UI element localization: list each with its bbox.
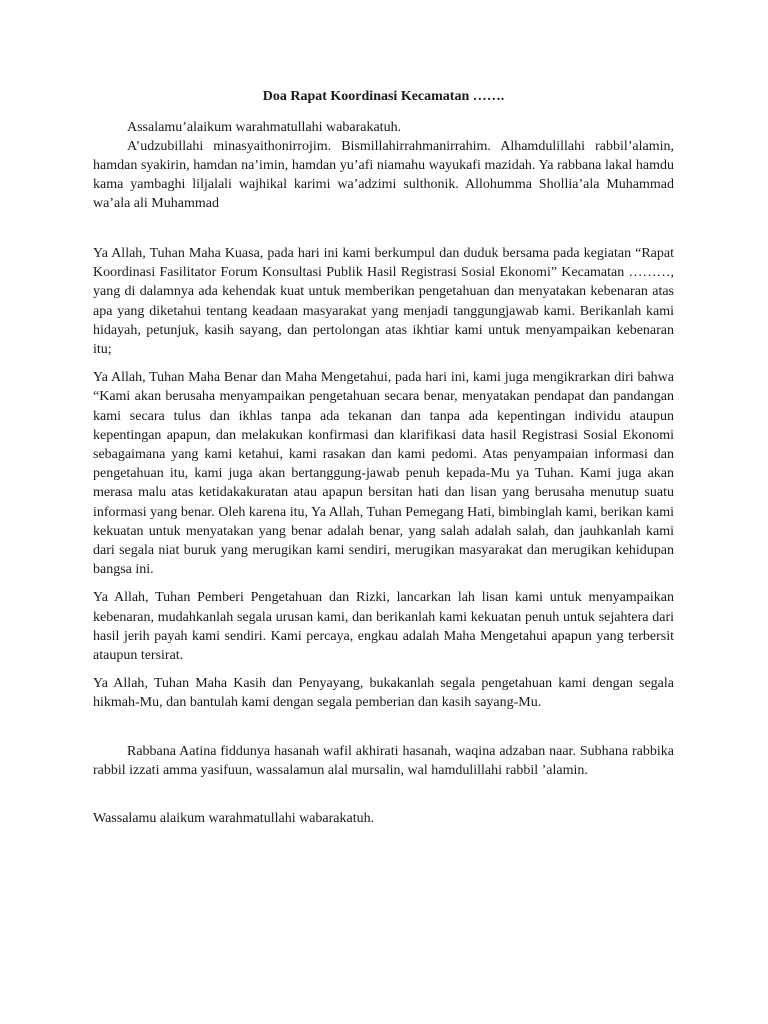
prayer-paragraph-1: Ya Allah, Tuhan Maha Kuasa, pada hari ini kami berkumpul dan duduk bersama pada kegiatan “Rapat Koordinasi Fasilitator Forum Konsultasi Publik Hasil Registrasi Sosial Ekonomi” Kecamatan ………, yang di dalamnya ada kehendak kuat untuk memberikan pengetahuan dan menyatakan kebenaran atas apa yang diketahui tentang keadaan masyarakat yang menjadi tanggungjawab kami. Berikanlah kami hidayah, petunjuk, kasih sayang, dan pertolongan atas ikhtiar kami untuk menyampaikan kebenaran itu;: [93, 246, 674, 358]
prayer-paragraph-2: Ya Allah, Tuhan Maha Benar dan Maha Mengetahui, pada hari ini, kami juga mengikrarkan diri bahwa “Kami akan berusaha menyampaikan pengetahuan secara benar, menyatakan pendapat dan pandangan kami secara tulus dan ikhlas tanpa ada tekanan dan tanpa ada kepentingan individu ataupun kepentingan apapun, dan melakukan konfirmasi dan klarifikasi data hasil Registrasi Sosial Ekonomi sebagaimana yang kami ketahui, kami rasakan dan kami pedomi. Atas penyampaian informasi dan pengetahuan itu, kami juga akan bertanggung-jawab penuh kepada-Mu ya Tuhan. Kami juga akan merasa malu atas ketidakakuratan atau apapun bersitan hati dan lisan yang berusaha menutup suatu informasi yang benar. Oleh karena itu, Ya Allah, Tuhan Pemegang Hati, bimbinglah kami, berikan kami kekuatan untuk menyatakan yang benar adalah benar, yang salah adalah salah, dan jauhkanlah kami dari segala niat buruk yang merugikan kami sendiri, merugikan masyarakat dan merugikan kehidupan bangsa ini.: [93, 370, 674, 578]
prayer-paragraph-4: Ya Allah, Tuhan Maha Kasih dan Penyayang, bukakanlah segala pengetahuan kami dengan segala hikmah-Mu, dan bantulah kami dengan segala pemberian dan kasih sayang-Mu.: [93, 676, 674, 711]
closing-prayer-paragraph: Rabbana Aatina fiddunya hasanah wafil akhirati hasanah, waqina adzaban naar. Subhana rabbika rabbil izzati amma yasifuun, wassalamun alal mursalin, wal hamdulillahi rabbil ’alamin.: [93, 743, 674, 778]
opening-praise-paragraph: A’udzubillahi minasyaithonirrojim. Bismillahirrahmanirrahim. Alhamdulillahi rabbil’alamin, hamdan syakirin, hamdan na’imin, hamdan yu’afi niamahu wayukafi mazidah. Ya rabbana lakal hamdu kama yambaghi liljalali wajhikal karimi wa’adzimi sulthonik. Allohumma Shollia’ala Muhammad wa’ala ali Muhammad: [93, 139, 674, 211]
farewell-paragraph: Wassalamu alaikum warahmatullahi wabarakatuh.: [93, 811, 375, 827]
opening-section: [93, 118, 674, 213]
prayer-paragraph-3: Ya Allah, Tuhan Pemberi Pengetahuan dan Rizki, lancarkan lah lisan kami untuk menyampaikan kebenaran, mudahkanlah segala urusan kami, dan berikanlah kami kekuatan penuh untuk sejahtera dari hasil jerih payah kami sendiri. Kami percaya, engkau adalah Maha Mengetahui apapun yang terbersit ataupun tersirat.: [93, 590, 674, 664]
document-title: Doa Rapat Koordinasi Kecamatan …….: [262, 89, 505, 104]
greeting-paragraph: Assalamu’alaikum warahmatullahi wabarakatuh.: [127, 120, 402, 135]
